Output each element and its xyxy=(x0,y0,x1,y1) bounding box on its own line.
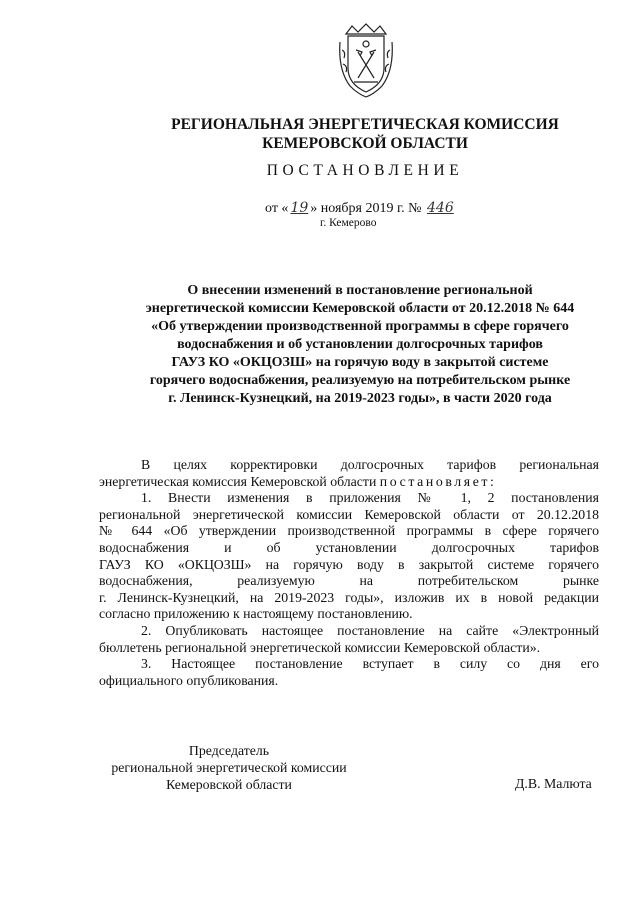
item-1-line: водоснабжения и об установлении долгосрочных тарифов xyxy=(99,539,599,555)
item-1-line: водоснабжения, реализуемую на потребительском рынке xyxy=(99,573,599,589)
item-1-line: № 644 «Об утверждении производственной программы в сфере горячего xyxy=(99,523,599,539)
organization-name xyxy=(90,115,640,153)
subject-line: горячего водоснабжения, реализуемую на потребительском рынке xyxy=(149,373,571,388)
item-1-line: г. Ленинск-Кузнецкий, на 2019-2023 годы», изложив их в новой редакции xyxy=(99,589,599,605)
document-body xyxy=(99,457,599,689)
coat-of-arms-emblem xyxy=(336,22,396,100)
subject-line: О внесении изменений в постановление региональной xyxy=(187,283,533,298)
item-2-line: бюллетень региональной энергетической комиссии Кемеровской области». xyxy=(99,639,541,655)
date-day-handwritten: 19 xyxy=(290,200,309,216)
item-1-line: региональной энергетической комиссии Кемеровской области от 20.12.2018 xyxy=(99,506,599,522)
subject-line: г. Ленинск-Кузнецкий, на 2019-2023 годы», в части 2020 года xyxy=(168,391,552,406)
item-2-line: 2. Опубликовать настоящее постановление на сайте «Электронный xyxy=(141,622,599,638)
signatory-title-line: региональной энергетической комиссии xyxy=(111,760,347,775)
intro-line: В целях корректировки долгосрочных тарифов региональная xyxy=(141,457,599,472)
org-name-line-1: РЕГИОНАЛЬНАЯ ЭНЕРГЕТИЧЕСКАЯ КОМИССИЯ xyxy=(171,116,559,133)
signatory-title-line: Председатель xyxy=(188,743,270,758)
intro-line xyxy=(99,474,599,491)
document-date-line xyxy=(265,200,456,217)
signatory-title-line: Кемеровской области xyxy=(166,777,292,792)
org-name-line-2: КЕМЕРОВСКОЙ ОБЛАСТИ xyxy=(262,135,468,152)
item-3-line: официального опубликования. xyxy=(99,672,279,688)
item-3-line: 3. Настоящее постановление вступает в силу со дня его xyxy=(141,656,599,672)
date-prefix: от « xyxy=(265,201,289,216)
item-1-line: согласно приложению к настоящему постановлению. xyxy=(99,606,413,622)
document-number-handwritten: 446 xyxy=(427,200,454,216)
item-1-line: 1. Внести изменения в приложения № 1, 2 постановления xyxy=(141,490,599,506)
document-type: ПОСТАНОВЛЕНИЕ xyxy=(266,162,464,179)
item-1-line: ГАУЗ КО «ОКЦОЗШ» на горячую воду в закрытой системе горячего xyxy=(99,556,599,572)
signatory-title xyxy=(100,742,358,793)
signatory-name: Д.В. Малюта xyxy=(515,776,592,791)
subject-line: ГАУЗ КО «ОКЦОЗШ» на горячую воду в закрытой системе xyxy=(171,355,549,370)
subject-line: энергетической комиссии Кемеровской области от 20.12.2018 № 644 xyxy=(145,301,575,316)
intro-text: энергетическая комиссия Кемеровской области xyxy=(99,473,377,489)
document-city: г. Кемерово xyxy=(320,217,377,229)
subject-line: водоснабжения и об установлении долгосрочных тарифов xyxy=(177,337,543,352)
subject-line: «Об утверждении производственной программы в сфере горячего xyxy=(151,319,569,334)
date-suffix: » ноября 2019 г. № xyxy=(310,201,422,216)
document-subject xyxy=(100,282,620,408)
resolves-word: постановляет: xyxy=(379,473,497,489)
